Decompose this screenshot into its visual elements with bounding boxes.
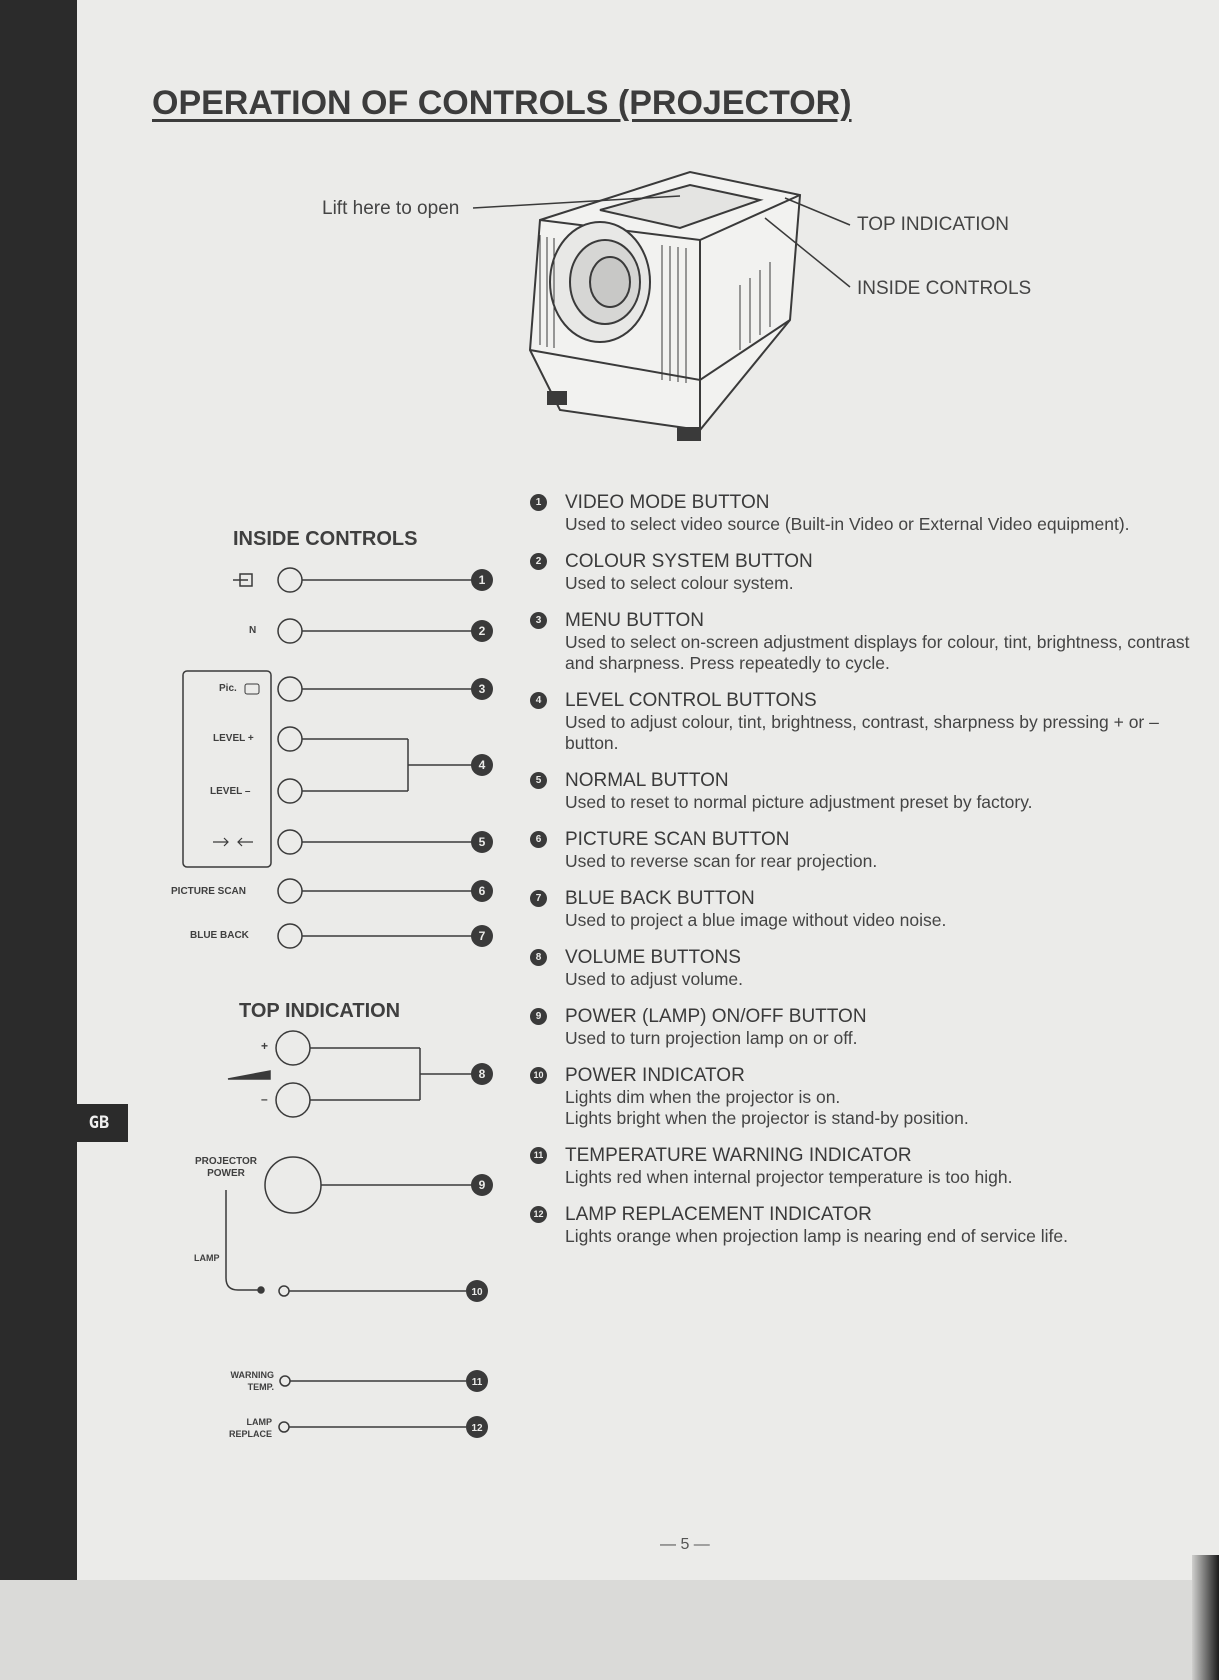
item-name: TEMPERATURE WARNING INDICATOR bbox=[565, 1145, 912, 1166]
item-desc: Used to select colour system. bbox=[565, 573, 794, 593]
page-number: — 5 — bbox=[660, 1536, 710, 1553]
item-desc: Used to select on-screen adjustment displays for colour, tint, brightness, contrast and sharpness. Press repeatedly to cycle. bbox=[565, 632, 1190, 673]
label-pic: Pic. bbox=[219, 683, 237, 694]
callout-top-indication: TOP INDICATION bbox=[857, 214, 1010, 235]
item-desc: Used to adjust colour, tint, brightness, contrast, sharpness by pressing + or – button. bbox=[565, 712, 1159, 753]
svg-text:2: 2 bbox=[478, 624, 486, 638]
item-name: LEVEL CONTROL BUTTONS bbox=[565, 690, 817, 711]
label-picture-scan: PICTURE SCAN bbox=[171, 886, 247, 897]
label-warning-line2: TEMP. bbox=[247, 1382, 274, 1392]
label-projector-power-line2: POWER bbox=[207, 1168, 245, 1179]
list-item bbox=[530, 492, 1206, 535]
item-number: 5 bbox=[530, 772, 547, 789]
svg-text:5: 5 bbox=[478, 835, 486, 849]
callout-lift-here: Lift here to open bbox=[322, 198, 460, 219]
item-name: POWER (LAMP) ON/OFF BUTTON bbox=[565, 1006, 867, 1027]
item-desc: Lights orange when projection lamp is nearing end of service life. bbox=[565, 1226, 1068, 1246]
item-number: 4 bbox=[530, 692, 547, 709]
label-projector-power bbox=[188, 1156, 264, 1180]
page-fold-shadow bbox=[1192, 1555, 1219, 1680]
svg-text:9: 9 bbox=[478, 1178, 486, 1192]
list-item bbox=[530, 1204, 1206, 1247]
item-desc: Used to adjust volume. bbox=[565, 969, 744, 989]
item-number: 6 bbox=[530, 831, 547, 848]
item-name: LAMP REPLACEMENT INDICATOR bbox=[565, 1204, 872, 1225]
svg-text:1: 1 bbox=[478, 573, 486, 587]
item-name: NORMAL BUTTON bbox=[565, 770, 729, 791]
item-desc: Lights red when internal projector temperature is too high. bbox=[565, 1167, 1013, 1187]
svg-text:3: 3 bbox=[478, 682, 486, 696]
item-desc: Used to select video source (Built-in Video or External Video equipment). bbox=[565, 514, 1130, 534]
label-warning-temp bbox=[214, 1369, 274, 1393]
item-desc-2: Lights bright when the projector is stand-by position. bbox=[565, 1108, 969, 1128]
list-item bbox=[530, 551, 1206, 594]
list-item bbox=[530, 947, 1206, 990]
label-n: N bbox=[249, 625, 257, 636]
list-item bbox=[530, 1065, 1206, 1129]
list-item bbox=[530, 888, 1206, 931]
svg-text:11: 11 bbox=[471, 1377, 483, 1388]
svg-text:7: 7 bbox=[478, 929, 486, 943]
svg-text:10: 10 bbox=[471, 1287, 483, 1298]
svg-text:4: 4 bbox=[478, 758, 486, 772]
label-volume-minus: – bbox=[261, 1092, 268, 1106]
label-level-plus: LEVEL + bbox=[213, 733, 254, 744]
inside-controls-heading: INSIDE CONTROLS bbox=[233, 528, 418, 550]
item-number: 8 bbox=[530, 949, 547, 966]
item-number: 3 bbox=[530, 612, 547, 629]
language-tab: GB bbox=[70, 1104, 128, 1142]
item-number: 11 bbox=[530, 1147, 547, 1164]
label-lamp-replace-line1: LAMP bbox=[246, 1417, 272, 1427]
svg-text:6: 6 bbox=[478, 884, 486, 898]
list-item bbox=[530, 1145, 1206, 1188]
item-number: 1 bbox=[530, 494, 547, 511]
svg-text:8: 8 bbox=[478, 1067, 486, 1081]
svg-text:12: 12 bbox=[471, 1423, 483, 1434]
item-name: POWER INDICATOR bbox=[565, 1065, 745, 1086]
item-name: VIDEO MODE BUTTON bbox=[565, 492, 770, 513]
list-item bbox=[530, 770, 1206, 813]
label-blue-back: BLUE BACK bbox=[190, 930, 249, 941]
item-number: 2 bbox=[530, 553, 547, 570]
label-level-minus: LEVEL – bbox=[210, 786, 251, 797]
item-number: 10 bbox=[530, 1067, 547, 1084]
item-desc: Used to reverse scan for rear projection. bbox=[565, 851, 878, 871]
list-item bbox=[530, 1006, 1206, 1049]
label-lamp-replace bbox=[212, 1416, 272, 1440]
item-desc: Used to turn projection lamp on or off. bbox=[565, 1028, 858, 1048]
item-desc: Used to project a blue image without video noise. bbox=[565, 910, 947, 930]
top-indication-heading: TOP INDICATION bbox=[239, 1000, 401, 1022]
item-name: BLUE BACK BUTTON bbox=[565, 888, 755, 909]
callout-inside-controls: INSIDE CONTROLS bbox=[857, 278, 1032, 299]
label-warning-line1: WARNING bbox=[230, 1370, 274, 1380]
page-title: OPERATION OF CONTROLS (PROJECTOR) bbox=[152, 84, 852, 122]
control-descriptions bbox=[530, 492, 1206, 1263]
item-number: 12 bbox=[530, 1206, 547, 1223]
item-name: COLOUR SYSTEM BUTTON bbox=[565, 551, 813, 572]
item-desc: Used to reset to normal picture adjustment preset by factory. bbox=[565, 792, 1033, 812]
item-name: MENU BUTTON bbox=[565, 610, 704, 631]
label-lamp: LAMP bbox=[194, 1253, 220, 1263]
label-lamp-replace-line2: REPLACE bbox=[228, 1429, 272, 1439]
item-number: 7 bbox=[530, 890, 547, 907]
item-desc: Lights dim when the projector is on. bbox=[565, 1087, 841, 1107]
item-name: VOLUME BUTTONS bbox=[565, 947, 741, 968]
label-projector-power-line1: PROJECTOR bbox=[194, 1156, 258, 1167]
item-number: 9 bbox=[530, 1008, 547, 1025]
label-volume-plus: + bbox=[261, 1039, 269, 1053]
list-item bbox=[530, 829, 1206, 872]
list-item bbox=[530, 690, 1206, 754]
item-name: PICTURE SCAN BUTTON bbox=[565, 829, 790, 850]
list-item bbox=[530, 610, 1206, 674]
